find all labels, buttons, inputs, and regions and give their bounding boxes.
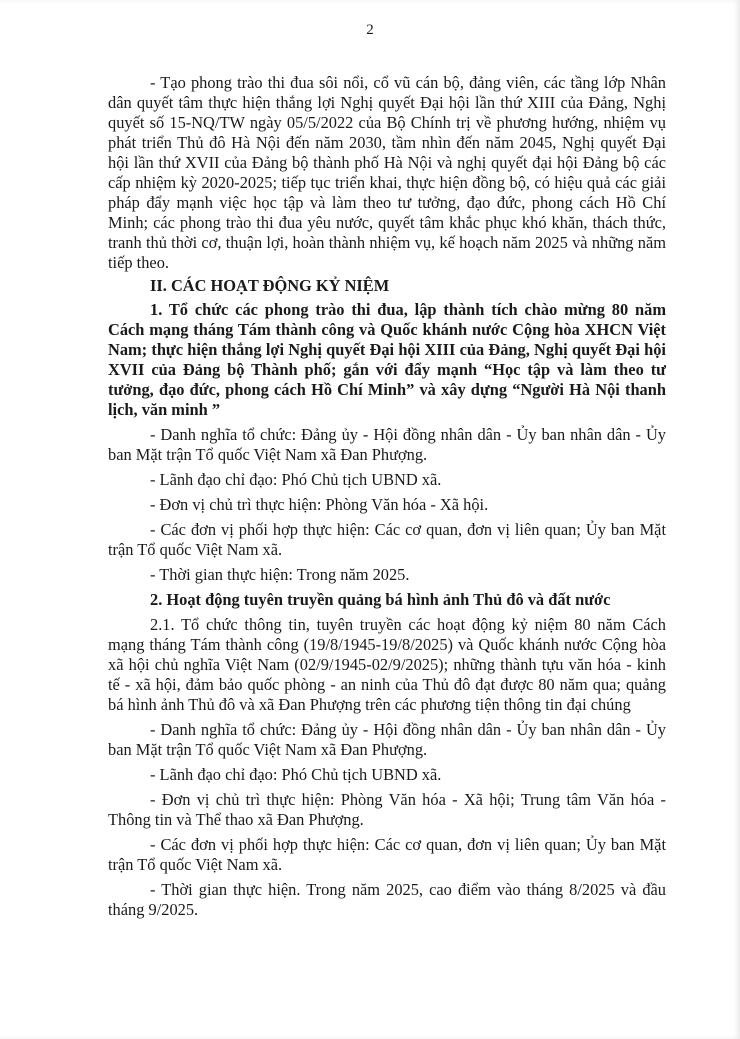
lead-unit-2: - Đơn vị chủ trì thực hiện: Phòng Văn hóa - Xã hội; Trung tâm Văn hóa - Thông tin và Thể thao xã Đan Phượng. <box>108 790 666 829</box>
leader-1: - Lãnh đạo chỉ đạo: Phó Chủ tịch UBND xã. <box>150 470 442 489</box>
coordinating-units-2: - Các đơn vị phối hợp thực hiện: Các cơ quan, đơn vị liên quan; Ủy ban Mặt trận Tổ quốc Việt Nam xã. <box>108 835 666 874</box>
coordinating-units-1: - Các đơn vị phối hợp thực hiện: Các cơ quan, đơn vị liên quan; Ủy ban Mặt trận Tổ quốc Việt Nam xã. <box>108 520 666 559</box>
timeline-1: - Thời gian thực hiện: Trong năm 2025. <box>150 565 410 584</box>
lead-unit-1: - Đơn vị chủ trì thực hiện: Phòng Văn hóa - Xã hội. <box>150 495 489 514</box>
timeline-2: - Thời gian thực hiện. Trong năm 2025, cao điểm vào tháng 8/2025 và đầu tháng 9/2025. <box>108 880 666 919</box>
document-body <box>108 73 666 925</box>
leader-2: - Lãnh đạo chỉ đạo: Phó Chủ tịch UBND xã. <box>150 765 442 784</box>
organizer-1: - Danh nghĩa tổ chức: Đảng ủy - Hội đồng nhân dân - Ủy ban nhân dân - Ủy ban Mặt trận Tổ quốc Việt Nam xã Đan Phượng. <box>108 425 666 464</box>
section-heading-activities: II. CÁC HOẠT ĐỘNG KỶ NIỆM <box>150 276 390 295</box>
subsection-heading-2: 2. Hoạt động tuyên truyền quảng bá hình ảnh Thủ đô và đất nước <box>150 590 611 609</box>
intro-paragraph: - Tạo phong trào thi đua sôi nổi, cổ vũ cán bộ, đảng viên, các tầng lớp Nhân dân quyết tâm thực hiện thắng lợi Nghị quyết Đại hội lần thứ XIII của Đảng, Nghị quyết số 15-NQ/TW ngày 05/5/2022 của Bộ Chính trị về phương hướng, nhiệm vụ phát triển Thủ đô Hà Nội đến năm 2030, tầm nhìn đến năm 2045, Nghị quyết Đại hội lần thứ XVII của Đảng bộ thành phố Hà Nội và nghị quyết đại hội Đảng bộ các cấp nhiệm kỳ 2020-2025; tiếp tục triển khai, thực hiện đồng bộ, có hiệu quả các giải pháp đẩy mạnh việc học tập và làm theo tư tưởng, đạo đức, phong cách Hồ Chí Minh; các phong trào thi đua yêu nước, quyết tâm khắc phục khó khăn, thách thức, tranh thủ thời cơ, thuận lợi, hoàn thành nhiệm vụ, kế hoạch năm 2025 và những năm tiếp theo. <box>108 73 666 272</box>
item-2-1: 2.1. Tổ chức thông tin, tuyên truyền các hoạt động kỷ niệm 80 năm Cách mạng tháng Tám thành công (19/8/1945-19/8/2025) và Quốc khánh nước Cộng hòa xã hội chủ nghĩa Việt Nam (02/9/1945-02/9/2025); những thành tựu văn hóa - kinh tế - xã hội, đảm bảo quốc phòng - an ninh của Thủ đô đạt được 80 năm qua; quảng bá hình ảnh Thủ đô và xã Đan Phượng trên các phương tiện thông tin đại chúng <box>108 615 666 714</box>
organizer-2: - Danh nghĩa tổ chức: Đảng ủy - Hội đồng nhân dân - Ủy ban nhân dân - Ủy ban Mặt trận Tổ quốc Việt Nam xã Đan Phượng. <box>108 720 666 759</box>
subsection-heading-1: 1. Tổ chức các phong trào thi đua, lập thành tích chào mừng 80 năm Cách mạng tháng Tám thành công và Quốc khánh nước Cộng hòa XHCN Việt Nam; thực hiện thắng lợi Nghị quyết Đại hội XIII của Đảng, Nghị quyết Đại hội XVII của Đảng bộ Thành phố; gắn với đẩy mạnh “Học tập và làm theo tư tưởng, đạo đức, phong cách Hồ Chí Minh” và xây dựng “Người Hà Nội thanh lịch, văn minh ” <box>108 300 666 419</box>
page-number: 2 <box>366 22 374 38</box>
